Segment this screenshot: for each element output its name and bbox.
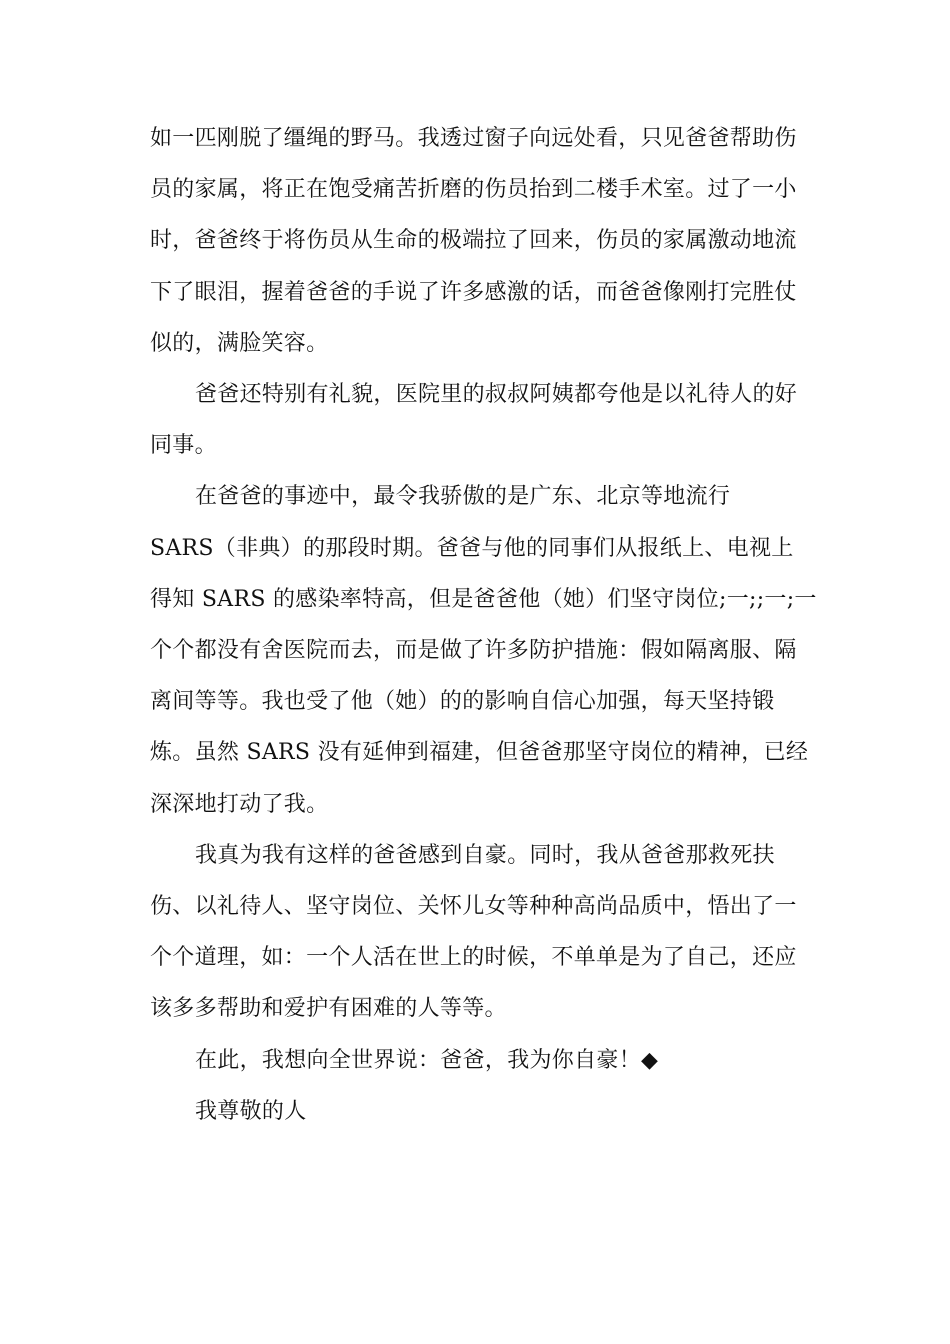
text-line: 在此，我想向全世界说：爸爸，我为你自豪！◆ <box>195 1048 659 1073</box>
text-line: 该多多帮助和爱护有困难的人等等。 <box>150 996 507 1021</box>
text-line: 离间等等。我也受了他（她）的的影响自信心加强，每天坚持锻 <box>150 689 775 714</box>
text-line: 炼。虽然 SARS 没有延伸到福建，但爸爸那坚守岗位的精神，已经 <box>150 740 809 765</box>
text-line: 下了眼泪，握着爸爸的手说了许多感激的话，而爸爸像刚打完胜仗 <box>150 280 797 305</box>
text-line: 似的，满脸笑容。 <box>150 331 329 356</box>
text-line: 时，爸爸终于将伤员从生命的极端拉了回来，伤员的家属激动地流 <box>150 228 797 253</box>
text-line: 个个道理，如：一个人活在世上的时候，不单单是为了自己，还应 <box>150 945 797 970</box>
text-line: 得知 SARS 的感染率特高，但是爸爸他（她）们坚守岗位;一;;一;一 <box>150 587 817 612</box>
text-line: 同事。 <box>150 433 217 458</box>
text-line: 深深地打动了我。 <box>150 792 329 817</box>
text-line: 员的家属，将正在饱受痛苦折磨的伤员抬到二楼手术室。过了一小 <box>150 177 797 202</box>
text-line: SARS（非典）的那段时期。爸爸与他的同事们从报纸上、电视上 <box>150 536 794 561</box>
text-line: 个个都没有舍医院而去，而是做了许多防护措施：假如隔离服、隔 <box>150 638 797 663</box>
text-line: 如一匹刚脱了缰绳的野马。我透过窗子向远处看，只见爸爸帮助伤 <box>150 126 797 151</box>
text-line: 我尊敬的人 <box>195 1099 307 1124</box>
text-line: 我真为我有这样的爸爸感到自豪。同时，我从爸爸那救死扶 <box>195 843 775 868</box>
text-line: 爸爸还特别有礼貌，医院里的叔叔阿姨都夸他是以礼待人的好 <box>195 382 798 407</box>
text-line: 在爸爸的事迹中，最令我骄傲的是广东、北京等地流行 <box>195 484 731 509</box>
text-line: 伤、以礼待人、坚守岗位、关怀儿女等种种高尚品质中，悟出了一 <box>150 894 797 919</box>
